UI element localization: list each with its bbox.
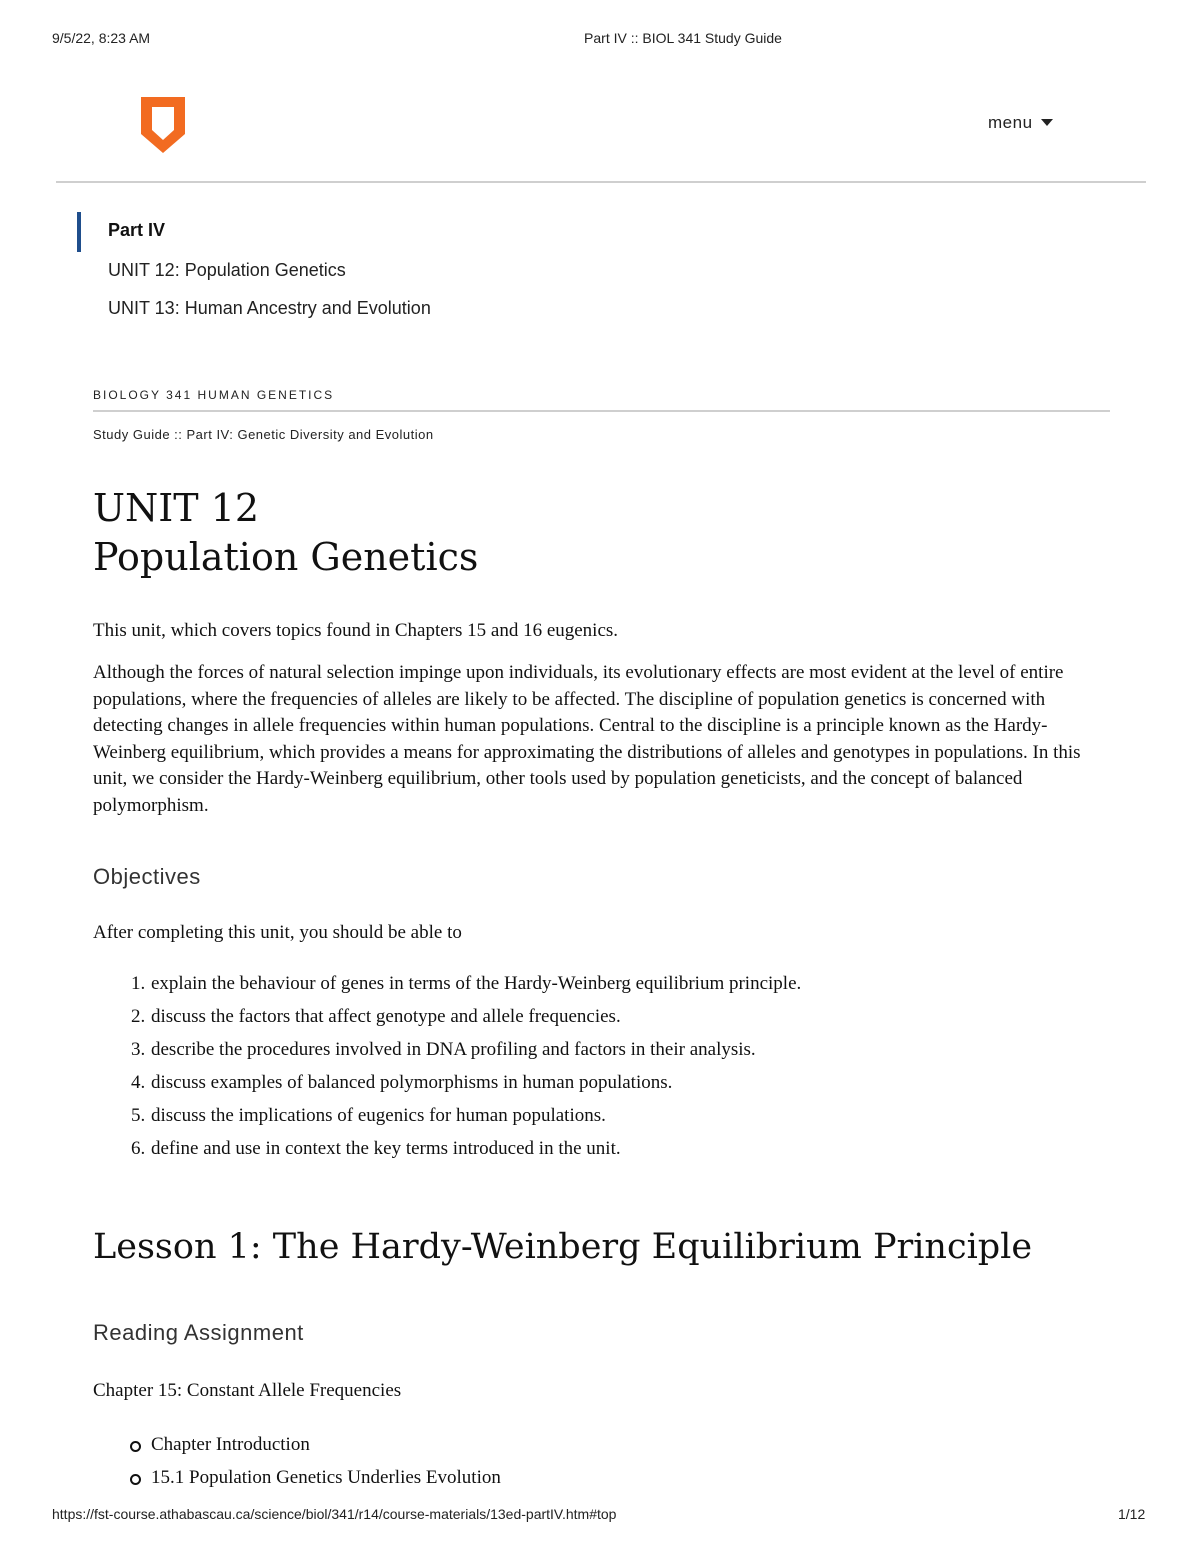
- list-item: [93, 1036, 801, 1069]
- print-url: https://fst-course.athabascau.ca/science/biol/341/r14/course-materials/13ed-partIV.htm#top: [52, 1506, 617, 1522]
- nav-item-unit-13[interactable]: UNIT 13: Human Ancestry and Evolution: [108, 298, 431, 318]
- course-name: BIOLOGY 341 HUMAN GENETICS: [93, 388, 335, 402]
- caret-down-icon: [1041, 119, 1053, 126]
- chapter-title: Chapter 15: Constant Allele Frequencies: [93, 1380, 402, 1401]
- objectives-lead: After completing this unit, you should be able to: [93, 922, 462, 943]
- list-item: [93, 1003, 801, 1036]
- print-datetime: 9/5/22, 8:23 AM: [52, 30, 151, 46]
- list-text: explain the behaviour of genes in terms of the Hardy-Weinberg equilibrium principle.: [151, 973, 802, 994]
- list-text: describe the procedures involved in DNA profiling and factors in their analysis.: [151, 1039, 756, 1060]
- objectives-heading: Objectives: [93, 864, 201, 889]
- menu-label: menu: [988, 113, 1033, 132]
- unit-title: Population Genetics: [93, 535, 479, 579]
- bullet-icon: [130, 1474, 141, 1485]
- list-item: [93, 970, 801, 1003]
- unit-intro: This unit, which covers topics found in Chapters 15 and 16 eugenics.: [93, 620, 619, 641]
- list-number: 1.: [131, 973, 146, 994]
- unit-number: UNIT 12: [93, 486, 260, 530]
- bullet-icon: [130, 1441, 141, 1452]
- list-text: Chapter Introduction: [151, 1434, 310, 1455]
- page-title: [93, 484, 478, 582]
- menu-button[interactable]: [988, 113, 1053, 133]
- print-page-number: 1/12: [1118, 1506, 1146, 1522]
- list-item: [93, 1102, 801, 1135]
- list-number: 4.: [131, 1072, 146, 1093]
- list-item: [93, 1069, 801, 1102]
- unit-paragraph: Although the forces of natural selection impinge upon individuals, its evolutionary effects are most evident at the level of entire populations, where the frequencies of alleles are likely to be affected. The discipline of population genetics is concerned with detecting changes in allele frequencies within human populations. Central to the discipline is a principle known as the Hardy-Weinberg equilibrium, which provides a means for approximating the distributions of alleles and genotypes in populations. In this unit, we consider the Hardy-Weinberg equilibrium, other tools used by population geneticists, and the concept of balanced polymorphism.: [93, 662, 1081, 816]
- breadcrumb: Study Guide :: Part IV: Genetic Diversity and Evolution: [93, 427, 434, 442]
- list-item: [93, 1135, 801, 1168]
- lesson-title: Lesson 1: The Hardy-Weinberg Equilibrium Principle: [93, 1227, 1033, 1267]
- nav-accent-bar: [77, 212, 81, 252]
- list-text: discuss examples of balanced polymorphisms in human populations.: [151, 1072, 673, 1093]
- objectives-list: [93, 970, 801, 1168]
- list-item: [93, 1431, 501, 1464]
- list-text: 15.1 Population Genetics Underlies Evolution: [151, 1467, 501, 1488]
- list-item: [93, 1464, 501, 1497]
- reading-list: [93, 1431, 501, 1497]
- list-text: discuss the implications of eugenics for human populations.: [151, 1105, 606, 1126]
- header-divider: [56, 181, 1146, 183]
- shield-logo-icon[interactable]: [138, 94, 188, 156]
- course-divider: [93, 410, 1110, 412]
- list-number: 2.: [131, 1006, 146, 1027]
- list-number: 6.: [131, 1138, 146, 1159]
- list-number: 5.: [131, 1105, 146, 1126]
- list-number: 3.: [131, 1039, 146, 1060]
- reading-heading: Reading Assignment: [93, 1320, 304, 1345]
- print-page-title: Part IV :: BIOL 341 Study Guide: [584, 30, 782, 46]
- nav-part-title: Part IV: [108, 220, 166, 240]
- nav-item-unit-12[interactable]: UNIT 12: Population Genetics: [108, 260, 346, 280]
- list-text: discuss the factors that affect genotype and allele frequencies.: [151, 1006, 621, 1027]
- list-text: define and use in context the key terms introduced in the unit.: [151, 1138, 621, 1159]
